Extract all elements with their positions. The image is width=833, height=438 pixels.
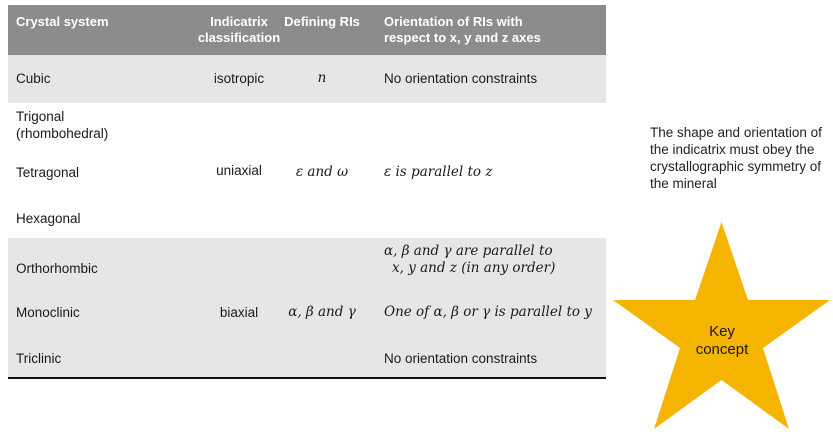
header-orientation-line2: respect to x, y and z axes — [384, 30, 541, 45]
trigonal-line1: Trigonal — [16, 109, 65, 124]
cell-uniaxial-orientation: ε is parallel to z — [384, 164, 493, 180]
header-defining-ris — [282, 14, 362, 30]
cell-monoclinic-orientation: One of α, β or γ is parallel to y — [384, 304, 592, 320]
cell-cubic-ris: n — [317, 70, 327, 86]
cell-cubic-orientation: No orientation constraints — [384, 71, 538, 86]
header-indicatrix-line1: Indicatrix — [210, 14, 268, 29]
cell-triclinic-orientation: No orientation constraints — [384, 351, 538, 366]
cell-uniaxial-classification: uniaxial — [216, 163, 262, 178]
header-crystal-system — [16, 14, 109, 30]
row-group-uniaxial — [8, 103, 606, 238]
crystal-systems-table — [8, 5, 606, 379]
cell-biaxial-ris: α, β and γ — [288, 304, 356, 320]
row-cubic — [8, 55, 606, 103]
header-orientation — [384, 14, 541, 46]
header-crystal-system-text: Crystal system — [16, 14, 109, 29]
orthorhombic-orientation-line2: x, y and z (in any order) — [392, 260, 556, 276]
header-defining-ris-text: Defining RIs — [284, 14, 360, 29]
cell-triclinic-system: Triclinic — [16, 351, 62, 366]
cell-biaxial-classification: biaxial — [219, 305, 259, 320]
cell-monoclinic-system: Monoclinic — [16, 305, 80, 320]
cell-cubic-classification: isotropic — [213, 71, 265, 86]
cell-orthorhombic-system: Orthorhombic — [16, 261, 98, 276]
table-header — [8, 5, 606, 55]
cell-trigonal-system — [16, 108, 108, 142]
cell-hexagonal-system: Hexagonal — [16, 211, 81, 226]
header-indicatrix-line2: classification — [197, 30, 281, 45]
key-concept-line2: concept — [695, 341, 749, 358]
cell-uniaxial-ris: ε and ω — [295, 164, 349, 180]
trigonal-line2: (rhombohedral) — [16, 126, 109, 141]
row-group-biaxial — [8, 238, 606, 377]
key-concept-line1: Key — [709, 323, 735, 340]
key-concept-label — [682, 323, 762, 359]
orthorhombic-orientation-line1: α, β and γ are parallel to — [384, 243, 553, 259]
symmetry-note: The shape and orientation of the indicatrix must obey the crystallographic symmetry of the mineral — [650, 125, 822, 191]
cell-cubic-system: Cubic — [16, 71, 51, 86]
table-bottom-rule — [8, 377, 606, 379]
cell-orthorhombic-orientation — [384, 243, 555, 277]
header-orientation-line1: Orientation of RIs with — [384, 14, 523, 29]
cell-tetragonal-system: Tetragonal — [16, 165, 80, 180]
